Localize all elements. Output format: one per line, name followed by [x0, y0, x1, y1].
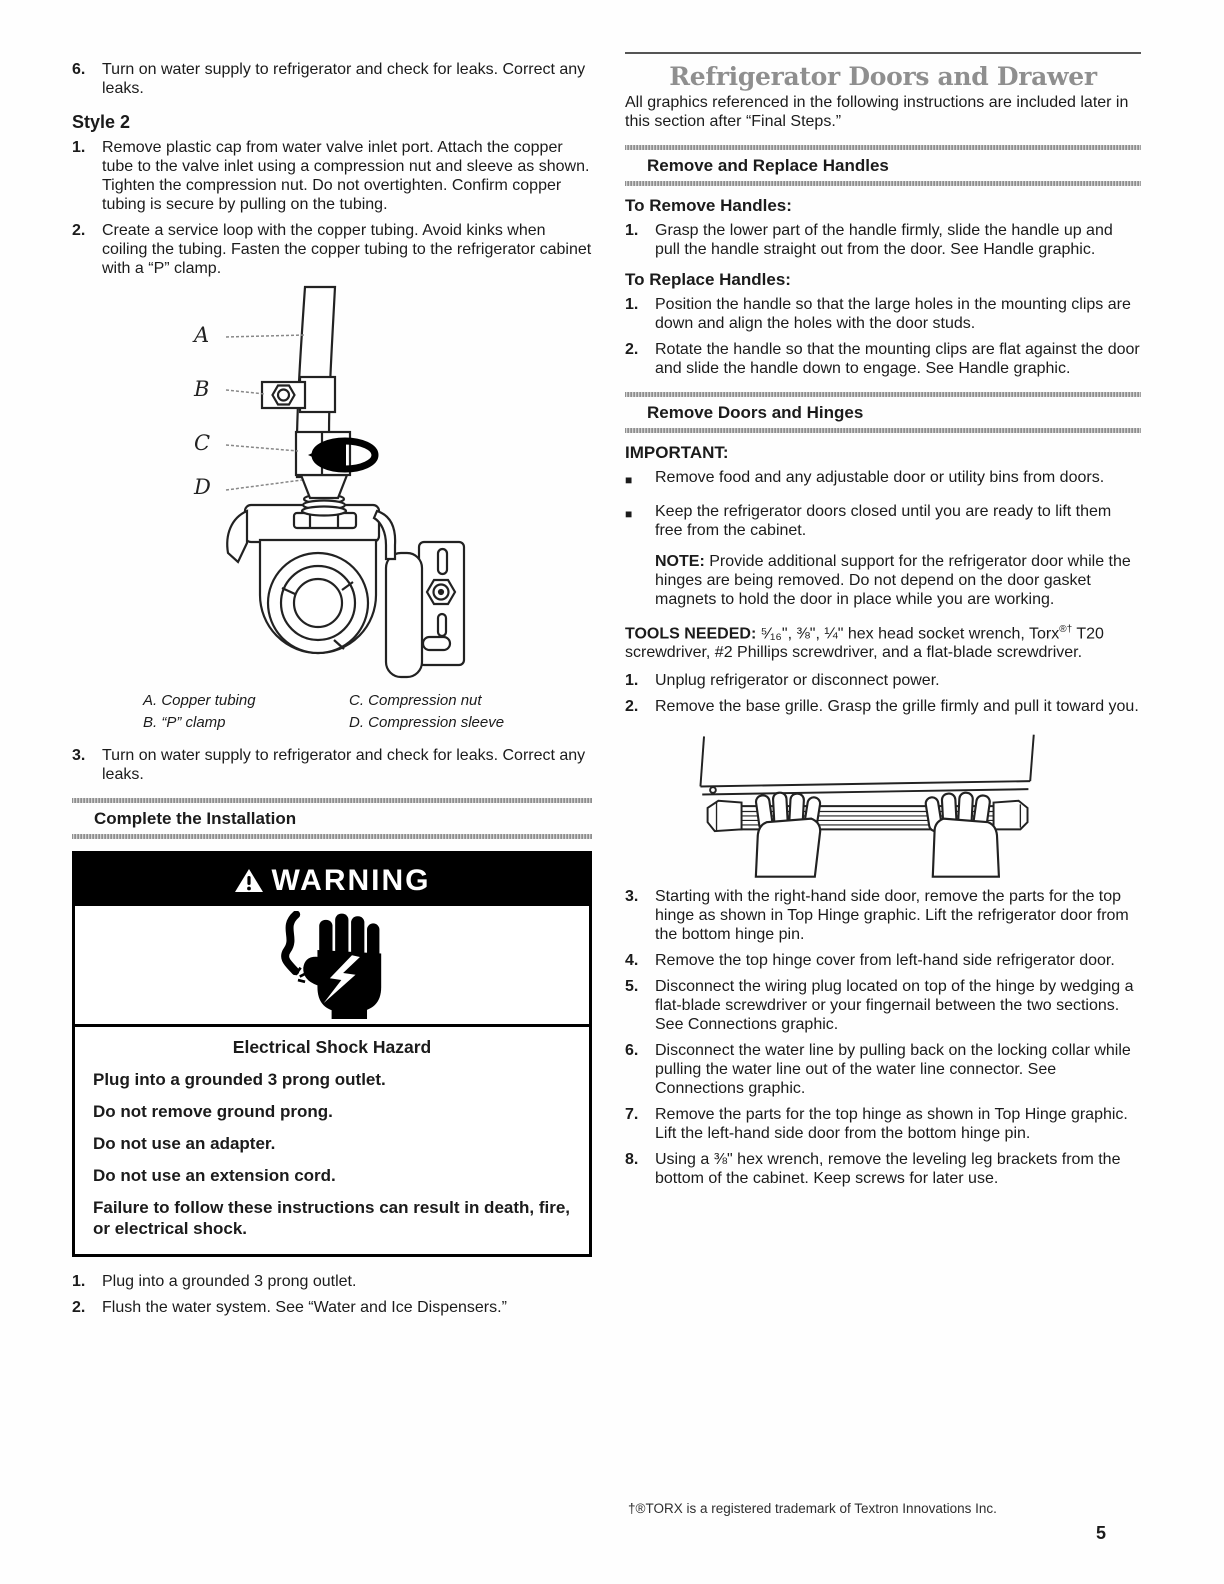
bullet-text: Remove food and any adjustable door or utility bins from doors.	[655, 469, 1105, 486]
warning-triangle-icon	[234, 867, 264, 894]
bullet-icon: ■	[625, 507, 633, 521]
trademark-superscript: ®†	[1059, 624, 1073, 635]
step-item	[625, 977, 1141, 1034]
step-number: 1.	[625, 672, 639, 690]
section-rule	[625, 428, 1141, 433]
chapter-title: Refrigerator Doors and Drawer	[669, 62, 1097, 91]
step-item	[625, 887, 1141, 944]
warning-title: WARNING	[271, 863, 431, 897]
caption-compression-nut: C. Compression nut	[349, 692, 482, 709]
section-rule	[625, 181, 1141, 186]
step-number: 4.	[625, 952, 639, 970]
step-text: Turn on water supply to refrigerator and check for leaks. Correct any leaks.	[102, 747, 586, 783]
step-item	[625, 295, 1141, 333]
step-number: 1.	[625, 222, 639, 239]
step-text: Starting with the right-hand side door, remove the parts for the top hinge as shown in Top Hinge graphic. Lift the refrigerator door from the bottom hinge pin.	[655, 888, 1129, 944]
to-replace-handles-heading: To Replace Handles:	[625, 270, 791, 289]
step-number: 1.	[72, 1273, 86, 1290]
valve-left-bracket	[227, 511, 247, 562]
step-number: 2.	[625, 698, 639, 716]
cabinet-outline	[700, 735, 1033, 795]
chapter-intro: All graphics referenced in the following instructions are included later in this section after “Final Steps.”	[625, 94, 1129, 130]
step-text: Remove plastic cap from water valve inlet port. Attach the copper tube to the valve inlet using a compression nut and sleeve as shown. Tighten the compression nut. Do not overtighten. Confirm copper tubing is secure by pulling on the tubing.	[102, 139, 590, 213]
leader-lines	[226, 335, 305, 490]
note-text: Provide additional support for the refrigerator door while the hinges are being removed. Do not depend on the door gasket magnets to hold the door in place while you are working.	[655, 553, 1131, 608]
figure-label-c: C	[194, 431, 211, 455]
warning-header	[75, 854, 589, 906]
figure-captions	[143, 691, 592, 733]
style2-heading: Style 2	[72, 112, 131, 132]
electrical-shock-icon	[265, 911, 400, 1019]
chapter-rule	[625, 52, 1141, 54]
step-item	[72, 138, 592, 214]
step-text: Grasp the lower part of the handle firmly, slide the handle up and pull the handle straight out from the door. See Handle graphic.	[655, 222, 1113, 258]
step-number: 5.	[625, 978, 639, 996]
section-rule	[72, 834, 592, 839]
step-item	[625, 697, 1141, 716]
step-item	[625, 221, 1141, 259]
left-hand	[755, 793, 821, 877]
water-valve-diagram	[148, 285, 580, 685]
section-header-doors-hinges: Remove Doors and Hinges	[625, 392, 1141, 433]
step-text: Plug into a grounded 3 prong outlet.	[102, 1273, 357, 1290]
step-item	[625, 951, 1141, 970]
step-number: 3.	[72, 747, 86, 764]
step-text: Remove the parts for the top hinge as shown in Top Hinge graphic. Lift the left-hand side door from the bottom hinge pin.	[655, 1106, 1128, 1143]
note-paragraph	[655, 552, 1141, 609]
step-text: Unplug refrigerator or disconnect power.	[655, 672, 940, 690]
step-text: Disconnect the water line by pulling back on the locking collar while pulling the water line out of the water line connector. See Connections graphic.	[655, 1042, 1131, 1098]
bullet-item	[625, 502, 1141, 540]
step-item	[72, 221, 592, 278]
note-label: NOTE:	[655, 553, 705, 570]
step-text: Turn on water supply to refrigerator and check for leaks. Correct any leaks.	[102, 61, 586, 97]
step-number: 1.	[72, 139, 86, 156]
step-text: Position the handle so that the large holes in the mounting clips are down and align the holes with the door studs.	[655, 296, 1131, 332]
final-steps	[72, 1272, 592, 1317]
step-number: 6.	[625, 1042, 639, 1060]
step-number: 6.	[72, 61, 86, 78]
warning-line: Do not use an adapter.	[93, 1134, 276, 1153]
step-item	[72, 1272, 592, 1291]
step-text: Disconnect the wiring plug located on top of the hinge by wedging a flat-blade screwdriver or your fingernail between the two sections. See Connections graphic.	[655, 978, 1134, 1034]
grille-left-endcap	[708, 801, 742, 831]
base-grille-graphic	[679, 723, 1099, 883]
water-valve-figure	[148, 285, 580, 685]
step-number: 2.	[625, 341, 639, 358]
step-item	[625, 671, 1141, 690]
valve-port-inner	[294, 579, 342, 627]
step-number: 2.	[72, 1299, 86, 1316]
warning-line: Failure to follow these instructions can result in death, fire, or electrical shock.	[93, 1198, 571, 1238]
step-item	[72, 1298, 592, 1317]
step-number: 3.	[625, 888, 639, 906]
step-text: Flush the water system. See “Water and Ice Dispensers.”	[102, 1299, 507, 1316]
step-number: 2.	[72, 222, 86, 239]
warning-body	[75, 1027, 589, 1254]
step-item	[72, 746, 592, 784]
warning-box	[72, 851, 592, 1257]
caption-p-clamp: B. “P” clamp	[143, 714, 226, 731]
step-item	[625, 1105, 1141, 1143]
figure-label-b: B	[194, 377, 210, 401]
right-hand	[925, 793, 999, 877]
to-remove-handles-heading: To Remove Handles:	[625, 196, 792, 215]
step-item	[625, 340, 1141, 378]
compression-sleeve	[301, 475, 347, 498]
step-text: Create a service loop with the copper tubing. Avoid kinks when coiling the tubing. Fasten the copper tubing to the refrigerator cabinet with a “P” clamp.	[102, 222, 592, 277]
step-item	[625, 1150, 1141, 1188]
caption-compression-sleeve: D. Compression sleeve	[349, 714, 505, 731]
grille-right-endcap	[994, 801, 1028, 830]
step-number: 1.	[625, 296, 639, 313]
tools-needed-paragraph: TOOLS NEEDED: ⁵⁄₁₆", ⅜", ¼" hex head socket wrench, Torx®† T20 screwdriver, #2 Phillips screwdriver, and a flat-blade screwdriver.	[625, 624, 1104, 662]
trademark-footnote: †®TORX is a registered trademark of Textron Innovations Inc.	[628, 1501, 997, 1516]
step-item	[72, 60, 592, 98]
step-number: 8.	[625, 1151, 639, 1169]
warning-line: Plug into a grounded 3 prong outlet.	[93, 1070, 386, 1089]
warning-line: Do not remove ground prong.	[93, 1102, 333, 1121]
hazard-title: Electrical Shock Hazard	[232, 1037, 432, 1057]
step-text: Remove the base grille. Grasp the grille firmly and pull it toward you.	[655, 698, 1139, 716]
important-label: IMPORTANT:	[625, 443, 729, 462]
figure-label-a: A	[194, 323, 210, 347]
step-item	[625, 1041, 1141, 1098]
section-header-handles: Remove and Replace Handles	[625, 145, 1141, 186]
solenoid-body	[386, 553, 422, 677]
left-column	[72, 60, 592, 1324]
page-number: 5	[1096, 1523, 1107, 1543]
bullet-item	[625, 468, 1141, 490]
tools-label: TOOLS NEEDED:	[625, 625, 757, 643]
section-header-complete-installation: Complete the Installation	[72, 798, 592, 839]
step-text: Using a ⅜" hex wrench, remove the leveling leg brackets from the bottom of the cabinet. Keep screws for later use.	[655, 1151, 1121, 1188]
bullet-icon: ■	[625, 473, 633, 487]
bullet-text: Keep the refrigerator doors closed until you are ready to lift them free from the cabinet.	[655, 503, 1112, 539]
right-column	[625, 52, 1141, 1195]
warning-line: Do not use an extension cord.	[93, 1166, 336, 1185]
figure-label-d: D	[194, 475, 211, 499]
caption-copper-tubing: A. Copper tubing	[143, 692, 256, 709]
step-text: Rotate the handle so that the mounting clips are flat against the door and slide the handle down to engage. See Handle graphic.	[655, 341, 1140, 377]
step-text: Remove the top hinge cover from left-hand side refrigerator door.	[655, 952, 1115, 970]
warning-icon-panel	[75, 906, 589, 1027]
step-number: 7.	[625, 1106, 639, 1124]
